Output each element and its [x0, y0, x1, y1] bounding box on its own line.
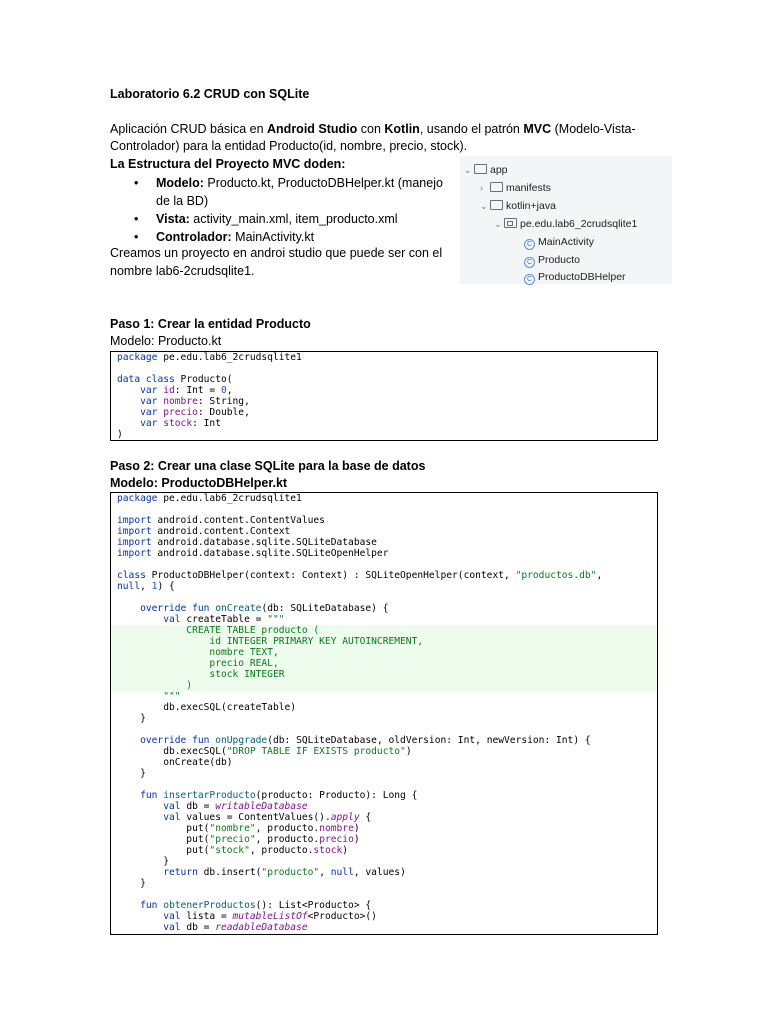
code-line: var stock: Int	[140, 418, 221, 429]
code-line: put("precio", producto.precio)	[117, 834, 360, 845]
page-title: Laboratorio 6.2 CRUD con SQLite	[110, 87, 310, 101]
code-line: fun insertarProducto(producto: Producto): Long {	[140, 790, 418, 801]
structure-heading: La Estructura del Proyecto MVC doden:	[110, 157, 346, 171]
structure-item-label: Modelo:	[156, 176, 204, 190]
structure-item-modelo	[110, 174, 450, 210]
tree-node-app	[464, 162, 508, 178]
tree-label: ProductoDBHelper	[538, 271, 626, 283]
code-line	[111, 504, 657, 515]
code-line: fun obtenerProductos(): List<Producto> {	[140, 900, 372, 911]
step1-file-label: Modelo: Producto.kt	[110, 334, 222, 348]
structure-list	[110, 174, 450, 246]
code-line: import android.database.sqlite.SQLiteOpenHelper	[117, 548, 389, 559]
code-line	[111, 592, 657, 603]
code-line	[111, 363, 657, 374]
code-line: onCreate(db)	[117, 757, 233, 768]
code-line	[111, 779, 657, 790]
code-line: db.execSQL("DROP TABLE IF EXISTS producto")	[117, 746, 412, 757]
code-line: null, 1) {	[117, 581, 175, 592]
tree-node-manifests	[480, 180, 551, 196]
folder-icon	[490, 200, 503, 210]
code-line: CREATE TABLE producto (	[111, 625, 657, 636]
code-line: nombre TEXT,	[111, 647, 657, 658]
code-line: stock INTEGER	[111, 669, 657, 680]
code-line: }	[117, 713, 146, 724]
code-line: var nombre: String,	[140, 396, 250, 407]
bullet-icon: •	[134, 230, 139, 244]
folder-icon	[474, 164, 487, 174]
bullet-icon: •	[134, 176, 139, 190]
code-line: override fun onUpgrade(db: SQLiteDatabase, oldVersion: Int, newVersion: Int) {	[140, 735, 591, 746]
code-line: val db = writableDatabase	[163, 801, 308, 812]
bullet-icon: •	[134, 212, 139, 226]
structure-item-text: MainActivity.kt	[231, 230, 315, 244]
tree-node-sources	[480, 198, 556, 214]
tree-node-class	[524, 252, 580, 268]
structure-item-text: activity_main.xml, item_producto.xml	[189, 212, 398, 226]
code-line: val lista = mutableListOf<Producto>()	[163, 911, 377, 922]
code-line: }	[117, 878, 146, 889]
tree-label: Producto	[538, 254, 581, 266]
structure-item-label: Controlador:	[156, 230, 232, 244]
tree-node-class	[524, 234, 594, 250]
code-line	[111, 889, 657, 900]
structure-item-label: Vista:	[156, 212, 190, 226]
code-line: import android.content.Context	[117, 526, 291, 537]
tree-node-package	[494, 216, 637, 232]
code-line: put("stock", producto.stock)	[117, 845, 349, 856]
code-line: )	[111, 680, 657, 691]
package-icon	[504, 218, 517, 228]
intro-text-1: Aplicación CRUD básica en	[110, 122, 268, 136]
code-line: precio REAL,	[111, 658, 657, 669]
tree-node-class	[524, 269, 626, 285]
intro-text-3: , usando el patrón	[419, 122, 524, 136]
code-line: db.execSQL(createTable)	[117, 702, 297, 713]
chevron-down-icon: ⌄	[464, 165, 472, 175]
code-line	[111, 724, 657, 735]
folder-icon	[490, 182, 503, 192]
code-line: put("nombre", producto.nombre)	[117, 823, 360, 834]
chevron-down-icon: ⌄	[494, 219, 502, 229]
tree-label: app	[490, 164, 508, 176]
tree-label: pe.edu.lab6_2crudsqlite1	[520, 218, 638, 230]
intro-text-2: con	[357, 122, 385, 136]
intro-bold-android-studio: Android Studio	[267, 122, 358, 136]
intro-paragraph	[110, 121, 670, 155]
code-line: data class Producto(	[117, 374, 233, 385]
intro-text-4: (Modelo-Vista-Controlador) para la entidad Producto(id, nombre, precio, stock).	[110, 122, 636, 153]
code-line: var precio: Double,	[140, 407, 250, 418]
code-line: package pe.edu.lab6_2crudsqlite1	[117, 352, 302, 363]
code-line: package pe.edu.lab6_2crudsqlite1	[117, 493, 302, 504]
code-line: id INTEGER PRIMARY KEY AUTOINCREMENT,	[111, 636, 657, 647]
structure-item-vista	[110, 210, 450, 228]
code-block-dbhelper	[110, 492, 658, 935]
code-block-producto	[110, 351, 658, 441]
structure-item-text: Producto.kt, ProductoDBHelper.kt (manejo de la BD)	[156, 176, 443, 208]
code-line: val values = ContentValues().apply {	[163, 812, 372, 823]
tree-label: MainActivity	[538, 236, 595, 248]
tree-label: kotlin+java	[506, 200, 556, 212]
intro-bold-kotlin: Kotlin	[384, 122, 420, 136]
code-line: override fun onCreate(db: SQLiteDatabase) {	[140, 603, 389, 614]
code-line: val createTable = """	[163, 614, 285, 625]
code-line: """	[163, 691, 181, 702]
kotlin-class-icon: C	[524, 257, 535, 268]
create-project-text: Creamos un proyecto en androi studio que puede ser con el nombre lab6-2crudsqlite1.	[110, 246, 443, 278]
tree-label: manifests	[506, 182, 551, 194]
chevron-down-icon: ⌄	[480, 201, 488, 211]
code-line: }	[117, 856, 169, 867]
kotlin-class-icon: C	[524, 239, 535, 250]
code-line: val db = readableDatabase	[163, 922, 308, 933]
step2-heading: Paso 2: Crear una clase SQLite para la base de datos	[110, 459, 426, 473]
intro-bold-mvc: MVC	[523, 122, 552, 136]
project-tree-screenshot	[460, 156, 672, 284]
kotlin-class-icon: C	[524, 274, 535, 285]
step1-heading: Paso 1: Crear la entidad Producto	[110, 317, 311, 331]
code-line: var id: Int = 0,	[140, 385, 233, 396]
code-line: import android.content.ContentValues	[117, 515, 325, 526]
code-line: import android.database.sqlite.SQLiteDatabase	[117, 537, 377, 548]
code-line: return db.insert("producto", null, values)	[163, 867, 406, 878]
code-line	[111, 559, 657, 570]
code-line: }	[117, 768, 146, 779]
step2-file-label: Modelo: ProductoDBHelper.kt	[110, 476, 288, 490]
code-line: class ProductoDBHelper(context: Context) : SQLiteOpenHelper(context, "productos.db",	[117, 570, 603, 581]
chevron-right-icon: ›	[480, 183, 483, 193]
code-line: )	[117, 429, 123, 440]
